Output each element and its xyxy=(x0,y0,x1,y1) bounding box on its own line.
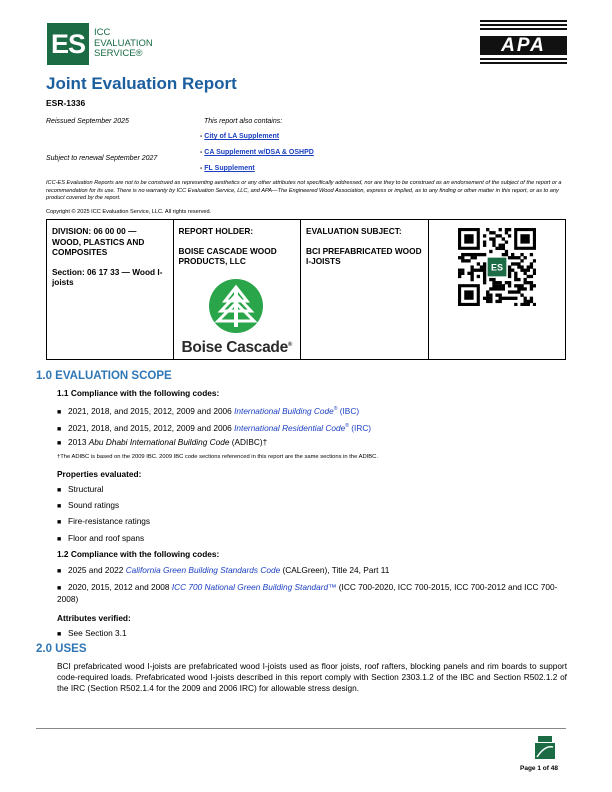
properties-label: Properties evaluated: xyxy=(57,469,142,479)
list-item: ■ 2020, 2015, 2012 and 2008 ICC 700 National Green Building Standard™ (ICC 700-2020, ICC 700-2015, ICC 700-2012 and ICC 700-2008) xyxy=(57,582,558,604)
subject-name: BCI PREFABRICATED WOOD I-JOISTS xyxy=(306,245,422,266)
qr-code[interactable] xyxy=(458,228,536,306)
disclaimer: ICC-ES Evaluation Reports are not to be construed as representing aesthetics or any other attributes not specifically addressed, nor are they to be construed as an endorsement of the subject of the report or a recommendation for its use. There is no warranty by ICC Evaluation Service, LLC, and APA—The Engineered Wood Association, express or implied, as to any finding or other matter in this report, or as to any product covered by the report. xyxy=(46,180,562,201)
report-holder-cell: REPORT HOLDER: BOISE CASCADE WOOD PRODUCTS, LLC Boise Cascade® xyxy=(174,220,302,359)
list-item: ■ 2025 and 2022 California Green Building Standards Code (CALGreen), Title 24, Part 11 xyxy=(57,565,390,575)
list-item: ■ Structural xyxy=(57,484,104,494)
report-info-table xyxy=(46,219,566,360)
boise-cascade-logo-text: Boise Cascade® xyxy=(181,338,293,356)
apa-logo xyxy=(480,20,567,64)
list-item: ■ Fire-resistance ratings xyxy=(57,516,151,526)
subsection-1-2: 1.2 Compliance with the following codes: xyxy=(57,549,220,559)
attributes-label: Attributes verified: xyxy=(57,613,131,623)
qr-cell xyxy=(429,220,565,359)
icc-es-logo xyxy=(47,22,172,66)
supplement-link-city-la[interactable]: - City of LA Supplement xyxy=(200,133,280,140)
evaluation-subject-cell: EVALUATION SUBJECT: BCI PREFABRICATED WOOD I-JOISTS xyxy=(301,220,429,359)
section-heading-scope: 1.0 EVALUATION SCOPE xyxy=(36,370,172,382)
reissued-date: Reissued September 2025 xyxy=(46,118,129,125)
section-heading-uses: 2.0 USES xyxy=(36,643,87,655)
qr-badge-text: ES xyxy=(490,262,503,273)
icc-footer-logo xyxy=(535,735,555,759)
holder-name: BOISE CASCADE WOOD PRODUCTS, LLC xyxy=(178,245,277,266)
subsection-1-1: 1.1 Compliance with the following codes: xyxy=(57,388,220,398)
section-info: Section: 06 17 33 — Wood I-joists xyxy=(52,266,163,287)
copyright: Copyright © 2025 ICC Evaluation Service, LLC. All rights reserved. xyxy=(46,209,212,215)
es-wordmark: ICC EVALUATION SERVICE® xyxy=(94,27,153,60)
boise-tree-logo xyxy=(209,279,263,333)
list-item: ■ Floor and roof spans xyxy=(57,533,145,543)
list-item: ■ 2021, 2018, and 2015, 2012, 2009 and 2006 International Residential Code® (IRC) xyxy=(57,422,372,433)
report-number: ESR-1336 xyxy=(46,98,86,108)
list-item: ■ See Section 3.1 xyxy=(57,628,127,638)
supplement-link-fl[interactable]: - FL Supplement xyxy=(200,165,255,172)
division-cell: DIVISION: 06 00 00 — WOOD, PLASTICS AND COMPOSITES Section: 06 17 33 — Wood I-joists xyxy=(47,220,174,359)
list-item: ■ 2021, 2018, and 2015, 2012, 2009 and 2006 International Building Code® (IBC) xyxy=(57,405,360,416)
uses-paragraph: BCI prefabricated wood I-joists are prefabricated wood I-joists used as floor joists, roof rafters, blocking panels and rim boards to support code-required loads. Prefabricated wood I-joists described in this report comply with Section 2303.1.2 of the IBC and Section R502.1.2 of the IRC (Section R502.1.4 for the 2009 and 2006 IRC) for allowable stress design. xyxy=(57,661,567,693)
report-title: Joint Evaluation Report xyxy=(46,74,237,93)
footer-rule xyxy=(36,728,566,729)
supplements-label: This report also contains: xyxy=(204,118,283,125)
footnote: †The ADIBC is based on the 2009 IBC. 2009 IBC code sections referenced in this report are the same sections in the ADIBC. xyxy=(57,454,378,460)
apa-wordmark: APA xyxy=(480,36,567,55)
supplement-link-ca[interactable]: - CA Supplement w/DSA & OSHPD xyxy=(200,149,314,156)
renewal-date: Subject to renewal September 2027 xyxy=(46,155,158,162)
list-item: ■ Sound ratings xyxy=(57,500,120,510)
es-mark: ES xyxy=(47,23,89,65)
page-number: Page 1 of 48 xyxy=(520,765,558,772)
list-item: ■ 2013 Abu Dhabi International Building Code (ADIBC)† xyxy=(57,437,268,447)
